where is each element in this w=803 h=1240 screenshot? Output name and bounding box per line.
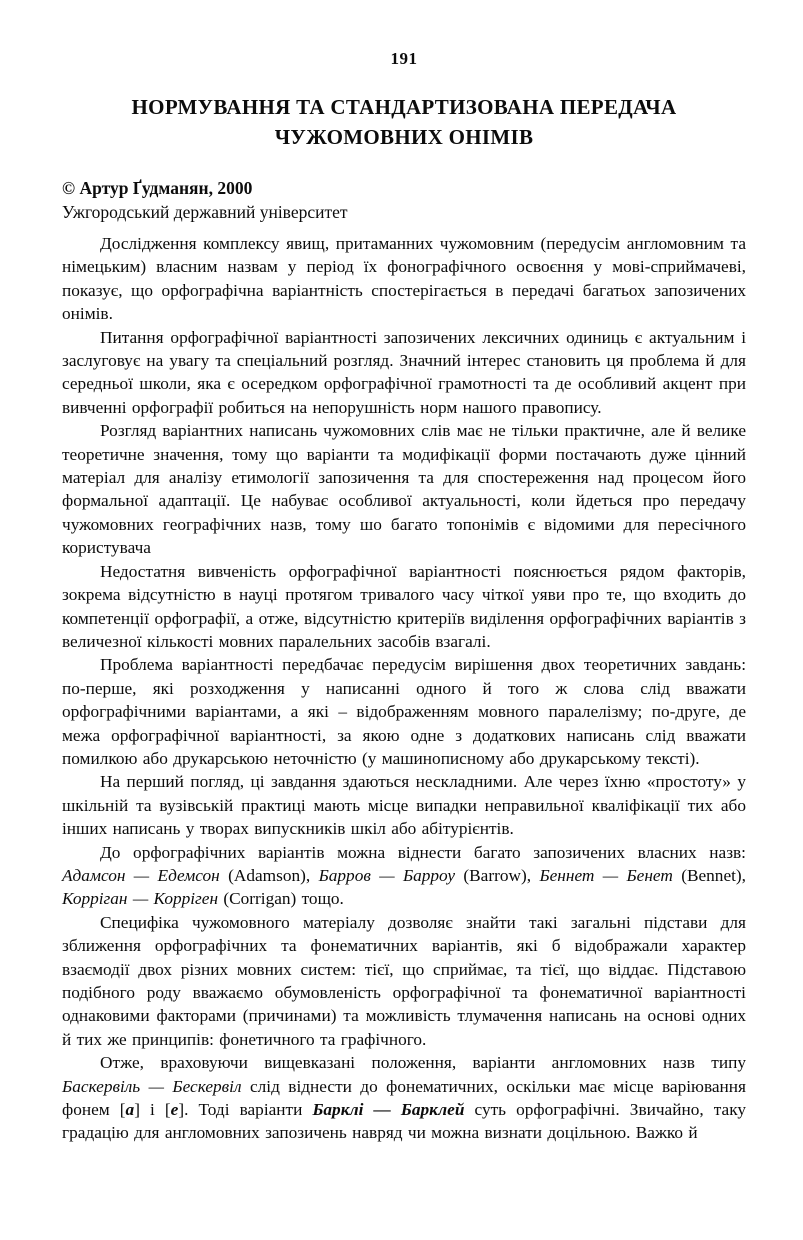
paper-title-line2: ЧУЖОМОВНИХ ОНІМІВ xyxy=(274,125,534,149)
text-run: суть орфографічні. Звичайно, таку градацію для англомовних запозичень навряд чи можна визнати доцільною. Важко й xyxy=(62,1100,746,1143)
text-run: До орфографічних варіантів можна віднести багато запозичених власних назв: xyxy=(100,842,746,862)
affiliation-line: Ужгородський державний університет xyxy=(62,202,348,222)
paragraph: Недостатня вивченість орфографічної варіантності пояснюється рядом факторів, зокрема відсутністю в науці протягом тривалого часу чіткої уяви про те, що входить до компетенції орфографії, а отже, відсутністю критеріїв виділення орфографічних варіантів з величезної кількості мовних паралельних засобів взагалі. xyxy=(62,561,746,651)
paper-title-line1: НОРМУВАННЯ ТА СТАНДАРТИЗОВАНА ПЕРЕДАЧА xyxy=(131,95,677,119)
paragraph-with-examples xyxy=(62,1051,746,1145)
text-run: (Corrigan) тощо. xyxy=(218,889,344,909)
phoneme-symbol: а xyxy=(125,1100,135,1120)
text-run: ] і [ xyxy=(134,1100,171,1120)
article-body xyxy=(62,232,746,1145)
example-name-pair: Беннет — Бенет xyxy=(539,865,673,885)
text-run: слід віднести до фонематичних, оскільки має місце варіювання фонем [ xyxy=(62,1076,746,1120)
paragraph: Питання орфографічної варіантності запозичених лексичних одиниць є актуальним і заслуговує на увагу та спеціальний розгляд. Значний інтерес становить ця проблема й для середньої школи, яка є осередком орфографічної грамотності та де особливий акцент при вивченні орфографії робиться на непорушність норм нашого правопису. xyxy=(62,327,746,417)
text-run: (Barrow), xyxy=(455,865,540,885)
example-name-pair: Баскервіль — Бескервіл xyxy=(62,1076,242,1096)
paragraph: Дослідження комплексу явищ, притаманних чужомовним (передусім англомовним та німецьким) власним назвам у період їх фонографічного освоєння у мові-сприймачеві, показує, що орфографічна варіантність спостерігається в передачі багатьох запозичених онімів. xyxy=(62,234,746,324)
example-name-pair: Барклі — Барклей xyxy=(312,1100,465,1120)
paragraph: Розгляд варіантних написань чужомовних слів має не тільки практичне, але й велике теоретичне значення, тому що варіанти та модифікації форми постачають дуже цінний матеріал для аналізу етимології запозичення та для спостереження над процесом його формальної адаптації. Це набуває особливої актуальності, коли йдеться про передачу чужомовних географічних назв, тому шо багато топонімів є відомими для пересічного користувача xyxy=(62,421,746,558)
example-name-pair: Корріган — Корріген xyxy=(62,889,219,909)
example-name-pair: Адамсон — Едемсон xyxy=(62,865,220,885)
paragraph: Специфіка чужомовного матеріалу дозволяє знайти такі загальні підстави для зближення орфографічних та фонематичних варіантів, які б відображали характер взаємодії двох різних мовних систем: тієї, що сприймає, та тієї, що віддає. Підставою подібного роду вважаємо обумовленість орфографічної та фонематичної варіантності однаковими факторами (причинами) та можливість тлумачення написань на основі одних й тих же принципів: фонетичного та графічного. xyxy=(62,912,746,1049)
text-run: Отже, враховуючи вищевказані положення, варіанти англомовних назв типу xyxy=(100,1053,746,1073)
example-name-pair: Барров — Барроу xyxy=(318,865,456,885)
phoneme-symbol: е xyxy=(170,1100,179,1120)
text-run: ]. Тоді варіанти xyxy=(178,1100,313,1120)
text-run: (Bennet), xyxy=(672,865,746,885)
copyright-author-line: © Артур Ґудманян, 2000 xyxy=(62,178,253,198)
paragraph: Проблема варіантності передбачає передусім вирішення двох теоретичних завдань: по-перше, які розходження у написанні одного й того ж слова слід вважати орфографічними варіантами, а які – відображенням мовного паралелізму; по-друге, де межа орфографічної варіантності, за якою одне з додаткових написань слід вважати помилкою або друкарською неточністю (у машинописному або друкарському тексті). xyxy=(62,655,746,768)
paragraph-with-examples xyxy=(62,841,746,911)
text-run: (Adamson), xyxy=(219,865,319,885)
paper-title xyxy=(62,92,746,152)
paragraph: На перший погляд, ці завдання здаються нескладними. Але через їхню «простоту» у шкільній та вузівській практиці мають місце випадки неправильної кваліфікації тих або інших написань у творах випускників шкіл або абітурієнтів. xyxy=(62,772,746,839)
page-number: 191 xyxy=(390,49,418,68)
